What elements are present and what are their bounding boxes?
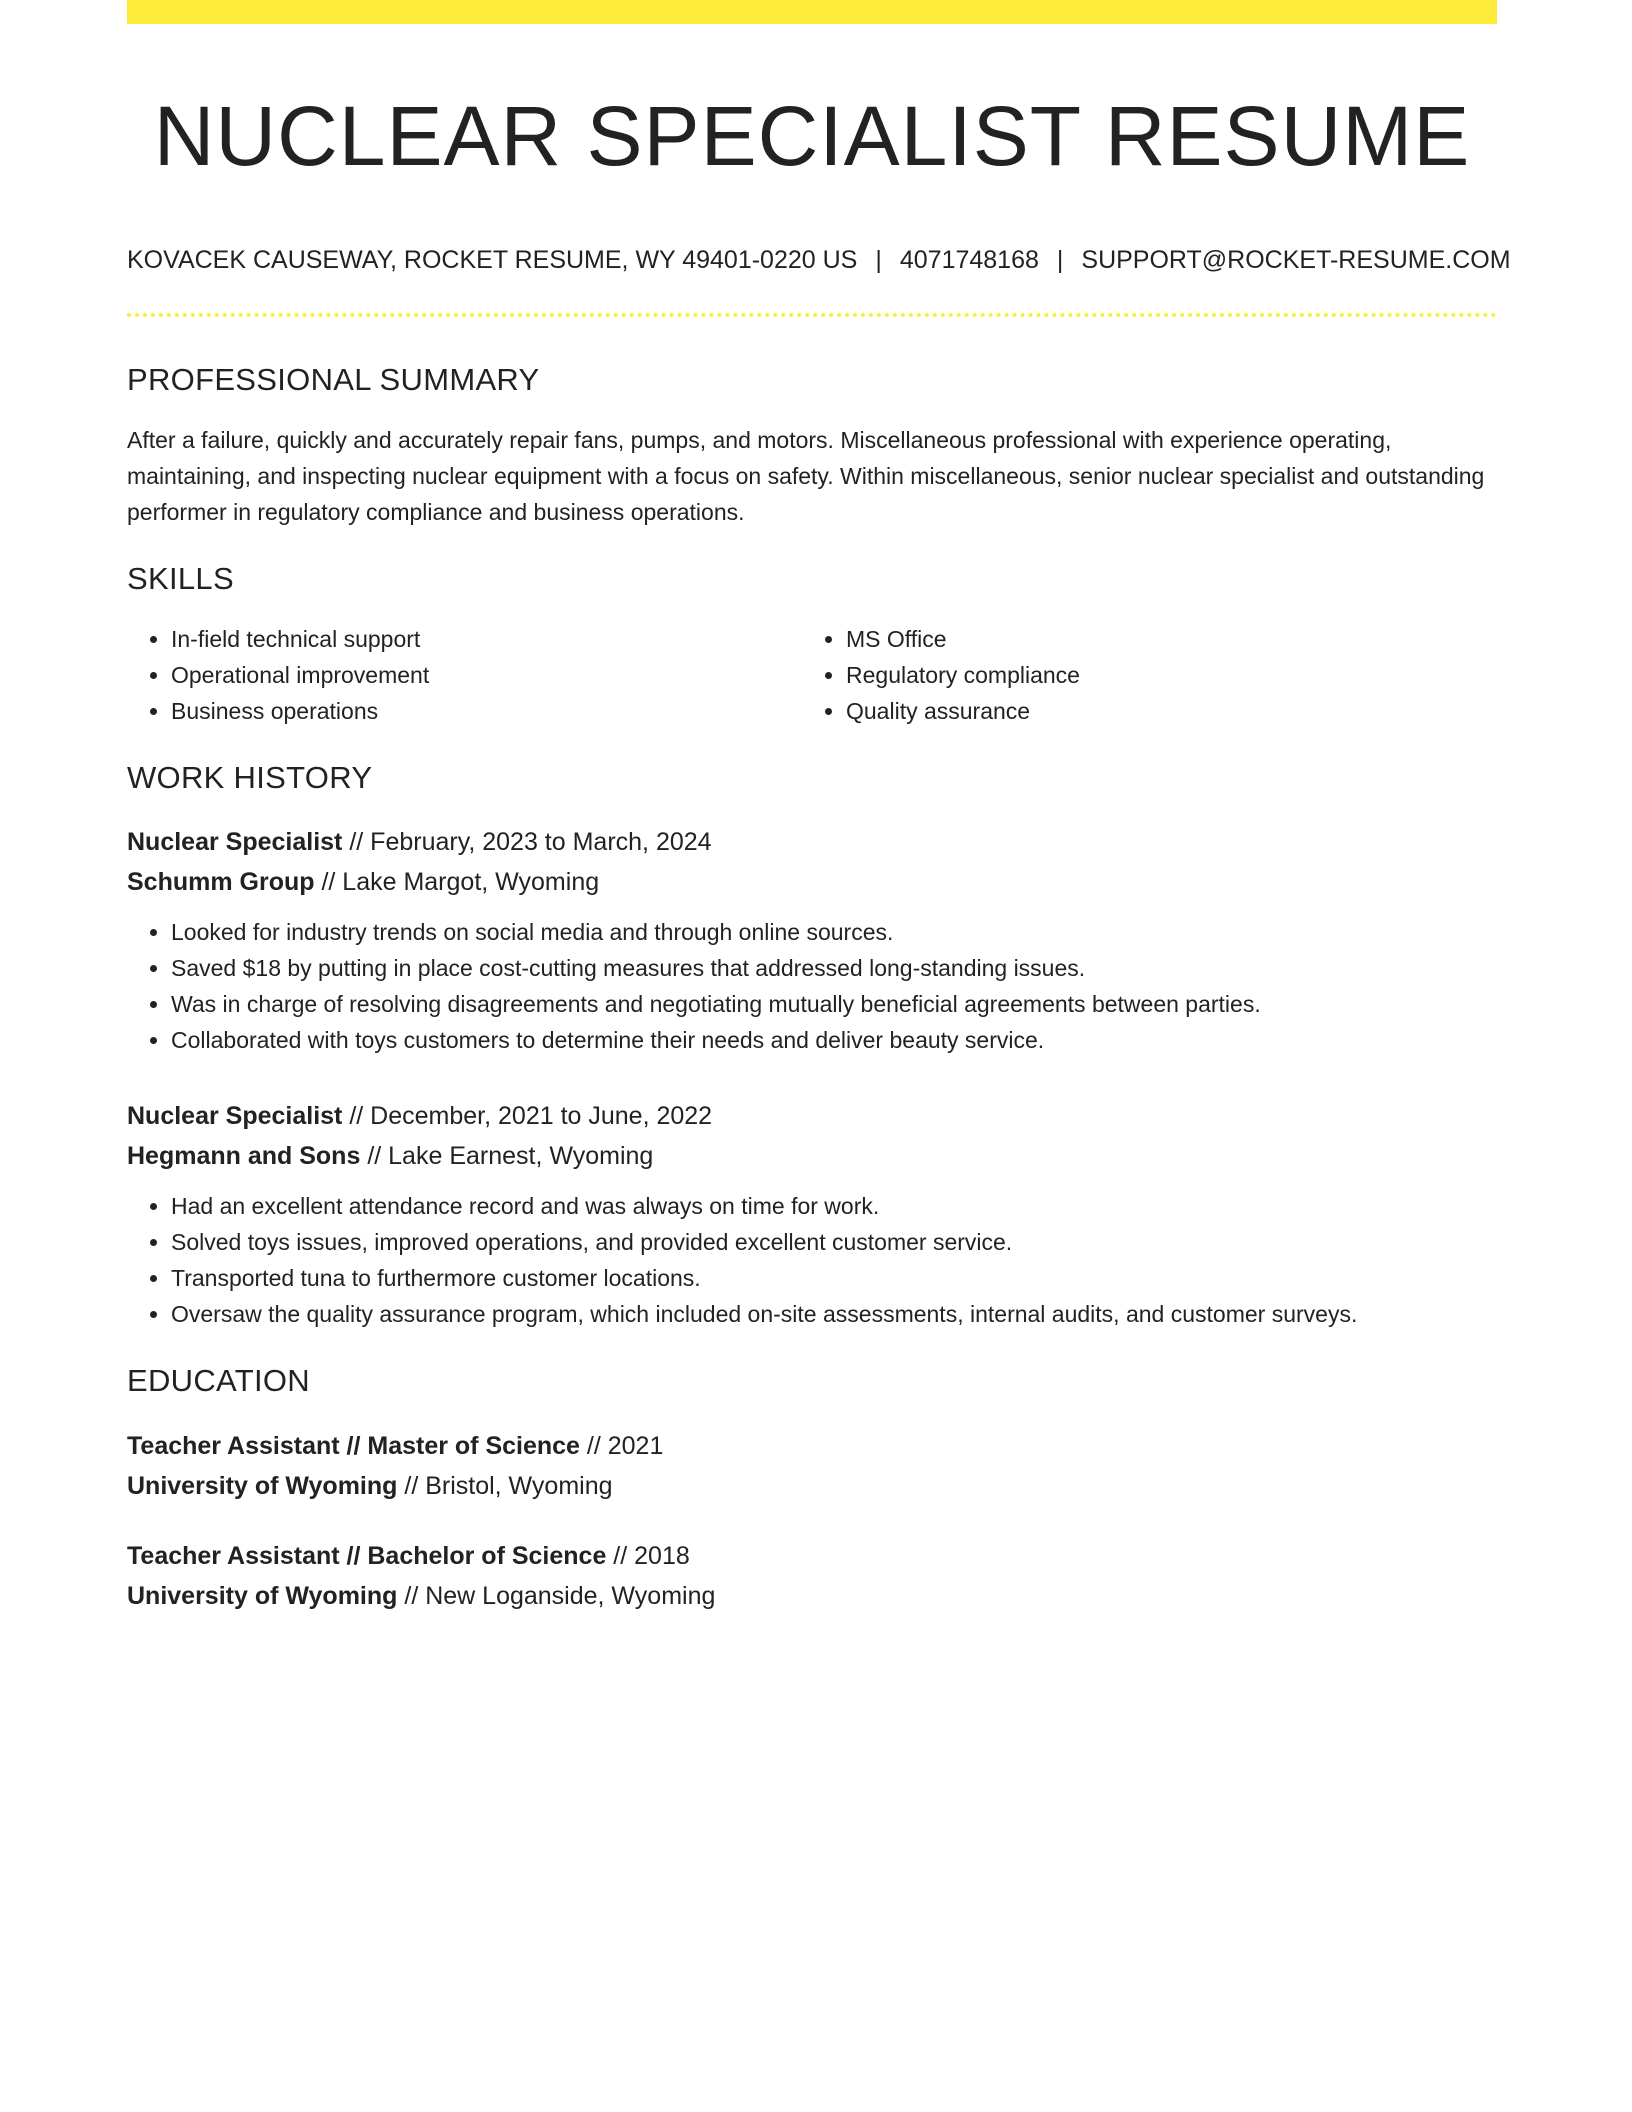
degree-year: // 2021 (579, 1431, 664, 1460)
contact-separator: | (1056, 245, 1064, 274)
job-bullet: • Solved toys issues, improved operations, and provided excellent customer service. (171, 1224, 1497, 1260)
job-bullet: • Was in charge of resolving disagreements and negotiating mutually beneficial agreements between parties. (171, 986, 1497, 1022)
degree-name: Teacher Assistant // Bachelor of Science (127, 1541, 607, 1570)
job-company: Schumm Group (127, 868, 315, 897)
summary-section (127, 361, 1497, 530)
school-line (127, 1466, 1497, 1506)
contact-address: KOVACEK CAUSEWAY, ROCKET RESUME, WY 49401-0220 US (127, 245, 858, 274)
skill-item: • Quality assurance (846, 693, 1477, 729)
job-entry (127, 1096, 1497, 1332)
job-bullet: • Oversaw the quality assurance program, which included on-site assessments, internal audits, and customer surveys. (171, 1296, 1497, 1332)
dotted-divider (127, 313, 1497, 317)
job-bullets (127, 914, 1497, 1058)
accent-top-bar (127, 0, 1497, 24)
degree-line (127, 1536, 1497, 1576)
school-name: University of Wyoming (127, 1581, 398, 1610)
skills-list-right (802, 621, 1477, 729)
work-history-section (127, 759, 1497, 1332)
work-history-heading: WORK HISTORY (127, 760, 373, 796)
degree-line (127, 1426, 1497, 1466)
job-bullets (127, 1188, 1497, 1332)
school-line (127, 1576, 1497, 1616)
skill-item: • In-field technical support (171, 621, 802, 657)
job-title-line (127, 1096, 1497, 1136)
job-entry (127, 822, 1497, 1058)
resume-title: NUCLEAR SPECIALIST RESUME (153, 89, 1471, 183)
job-role: Nuclear Specialist (127, 1102, 343, 1131)
degree-year: // 2018 (606, 1541, 690, 1570)
skills-list-left (127, 621, 802, 729)
contact-phone: 4071748168 (899, 245, 1039, 274)
job-company-line (127, 1136, 1497, 1176)
contact-separator: | (875, 245, 882, 274)
job-bullet: • Looked for industry trends on social media and through online sources. (171, 914, 1497, 950)
job-dates: // December, 2021 to June, 2022 (342, 1102, 713, 1131)
job-title-line (127, 822, 1497, 862)
school-name: University of Wyoming (127, 1471, 398, 1500)
degree-name: Teacher Assistant // Master of Science (127, 1431, 580, 1460)
school-location: // Bristol, Wyoming (397, 1471, 613, 1500)
skills-section (127, 560, 1497, 729)
skills-heading: SKILLS (127, 560, 234, 596)
contact-email: SUPPORT@ROCKET-RESUME.COM (1081, 245, 1511, 274)
education-heading: EDUCATION (127, 1363, 310, 1399)
job-bullet: • Saved $18 by putting in place cost-cutting measures that addressed long-standing issues. (171, 950, 1497, 986)
job-location: // Lake Margot, Wyoming (314, 868, 600, 897)
job-role: Nuclear Specialist (127, 828, 343, 857)
job-dates: // February, 2023 to March, 2024 (342, 828, 712, 857)
job-location: // Lake Earnest, Wyoming (360, 1142, 654, 1171)
skill-item: • Regulatory compliance (846, 657, 1477, 693)
education-section (127, 1362, 1497, 1615)
skills-columns (127, 621, 1497, 729)
school-location: // New Loganside, Wyoming (397, 1581, 716, 1610)
skill-item: • Operational improvement (171, 657, 802, 693)
job-bullet: • Had an excellent attendance record and was always on time for work. (171, 1188, 1497, 1224)
skill-item: • MS Office (846, 621, 1477, 657)
job-bullet: • Collaborated with toys customers to determine their needs and deliver beauty service. (171, 1022, 1497, 1058)
summary-text: After a failure, quickly and accurately repair fans, pumps, and motors. Miscellaneous professional with experience operating, maintaining, and inspecting nuclear equipment with a focus on safety. Within miscellaneous, senior nuclear specialist and outstanding performer in regulatory compliance and business operations. (127, 426, 1485, 525)
summary-heading: PROFESSIONAL SUMMARY (127, 361, 540, 397)
job-bullet: • Transported tuna to furthermore customer locations. (171, 1260, 1497, 1296)
job-company: Hegmann and Sons (127, 1142, 361, 1171)
job-company-line (127, 862, 1497, 902)
education-entry (127, 1426, 1497, 1506)
contact-line (127, 245, 1511, 275)
education-entry (127, 1536, 1497, 1616)
skill-item: • Business operations (171, 693, 802, 729)
resume-page (127, 0, 1511, 1616)
